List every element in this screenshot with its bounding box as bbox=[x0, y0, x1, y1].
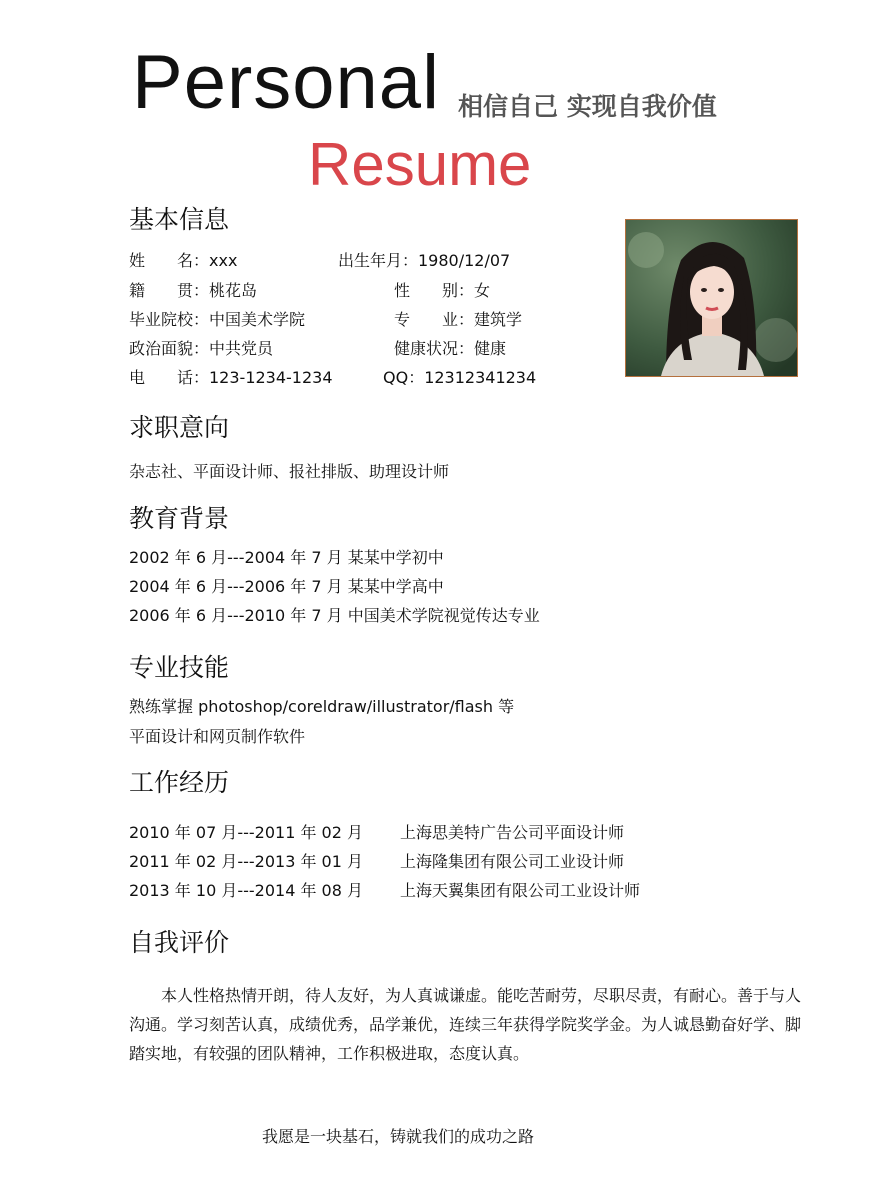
health-field: 健康状况：健康 bbox=[394, 339, 507, 358]
title-slogan: 相信自己 实现自我价值 bbox=[458, 92, 717, 121]
education-heading: 教育背景 bbox=[129, 504, 230, 533]
birth-field: 出生年月：1980/12/07 bbox=[338, 251, 511, 270]
work-desc: 上海天翼集团有限公司工业设计师 bbox=[400, 881, 641, 900]
education-item: 2006 年 6 月---2010 年 7 月 中国美术学院视觉传达专业 bbox=[129, 606, 540, 625]
name-field: 姓 名：xxx bbox=[129, 251, 238, 270]
major-field: 专 业：建筑学 bbox=[394, 310, 523, 329]
work-heading: 工作经历 bbox=[129, 768, 230, 797]
work-desc: 上海思美特广告公司平面设计师 bbox=[400, 823, 625, 842]
school-field: 毕业院校：中国美术学院 bbox=[129, 310, 306, 329]
work-period: 2013 年 10 月---2014 年 08 月 bbox=[129, 881, 363, 900]
work-desc: 上海隆集团有限公司工业设计师 bbox=[400, 852, 625, 871]
education-item: 2004 年 6 月---2006 年 7 月 某某中学高中 bbox=[129, 577, 444, 596]
portrait-icon bbox=[626, 220, 797, 376]
education-item: 2002 年 6 月---2004 年 7 月 某某中学初中 bbox=[129, 548, 444, 567]
self-heading: 自我评价 bbox=[129, 928, 230, 957]
work-period: 2011 年 02 月---2013 年 01 月 bbox=[129, 852, 363, 871]
basic-info-heading: 基本信息 bbox=[129, 205, 230, 234]
self-text: 本人性格热情开朗，待人友好，为人真诚谦虚。能吃苦耐劳，尽职尽责，有耐心。善于与人沟通。学习刻苦认真，成绩优秀，品学兼优，连续三年获得学院奖学金。为人诚恳勤奋好学、脚踏实地，有较强的团队精神，工作积极进取，态度认真。 bbox=[129, 986, 802, 1063]
politics-field: 政治面貌：中共党员 bbox=[129, 339, 274, 358]
skills-line: 平面设计和网页制作软件 bbox=[129, 727, 306, 746]
skills-line: 熟练掌握 photoshop/coreldraw/illustrator/flash 等 bbox=[129, 697, 515, 716]
gender-field: 性 别：女 bbox=[394, 281, 491, 300]
self-text-block bbox=[129, 981, 809, 1068]
motto: 我愿是一块基石，铸就我们的成功之路 bbox=[262, 1127, 535, 1146]
qq-field: QQ：12312341234 bbox=[383, 368, 537, 387]
title-resume: Resume bbox=[308, 131, 532, 198]
title-personal: Personal bbox=[132, 40, 440, 125]
intent-text: 杂志社、平面设计师、报社排版、助理设计师 bbox=[129, 462, 450, 481]
origin-field: 籍 贯：桃花岛 bbox=[129, 281, 258, 300]
portrait-photo bbox=[625, 219, 798, 377]
intent-heading: 求职意向 bbox=[129, 413, 230, 442]
phone-field: 电 话：123-1234-1234 bbox=[129, 368, 333, 387]
work-period: 2010 年 07 月---2011 年 02 月 bbox=[129, 823, 363, 842]
skills-heading: 专业技能 bbox=[129, 653, 230, 682]
